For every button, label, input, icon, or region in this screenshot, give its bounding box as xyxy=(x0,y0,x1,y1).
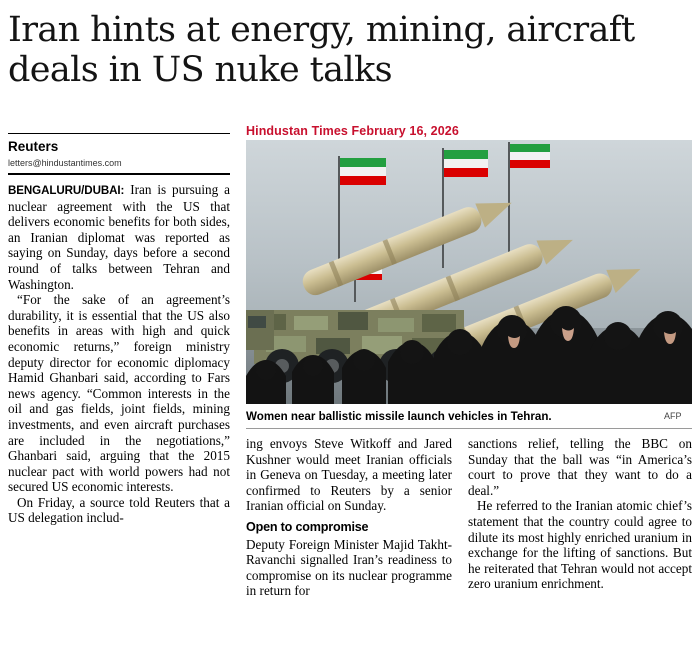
paragraph xyxy=(246,436,452,514)
body-column-1 xyxy=(8,182,230,526)
caption-divider xyxy=(246,428,692,429)
photo-illustration xyxy=(246,140,692,404)
photo-credit: AFP xyxy=(664,411,682,421)
paragraph-text: Deputy Foreign Minister Majid Takht-Ravanchi signalled Iran’s readiness to compromise on its nuclear programme in return for xyxy=(246,536,452,599)
byline-divider-top xyxy=(8,133,230,134)
paragraph xyxy=(8,495,230,526)
publication-dateline: Hindustan Times February 16, 2026 xyxy=(246,124,459,138)
paragraph xyxy=(8,182,230,292)
article-photo xyxy=(246,140,692,404)
section-subheading: Open to compromise xyxy=(246,519,369,534)
paragraph xyxy=(468,498,692,592)
paragraph-text: sanctions relief, telling the BBC on Sunday that the ball was “in America’s court to prove that they want to do a deal.” xyxy=(468,436,692,498)
paragraph-text: Iran is pursuing a nuclear agreement with the US that delivers economic benefits for both sides, an Iranian diplomat was reported as saying on Sunday, days before a second round of talks between Tehran and Washington. xyxy=(8,182,230,292)
page-title: Iran hints at energy, mining, aircraft deals in US nuke talks xyxy=(8,10,635,90)
byline-email: letters@hindustantimes.com xyxy=(8,158,122,168)
paragraph-text: “For the sake of an agreement’s durability, it is essential that the US also benefits in areas with high and quick economic returns,” foreign ministry deputy director for economic diplomacy Hamid Ghanbari said, according to Fars news agency. “Common interests in the oil and gas fields, joint fields, mining investments, and even aircraft purchases are included in the negotiations,” Ghanbari said, arguing that the 2015 nuclear pact with world powers had not secured US economic interests. xyxy=(8,292,230,495)
body-column-2 xyxy=(246,436,452,599)
paragraph-text: On Friday, a source told Reuters that a US delegation includ- xyxy=(8,494,230,526)
byline-divider-bottom xyxy=(8,173,230,175)
paragraph xyxy=(8,292,230,495)
photo-caption: Women near ballistic missile launch vehicles in Tehran. xyxy=(246,410,552,423)
paragraph-text: ing envoys Steve Witkoff and Jared Kushner would meet Iranian officials in Geneva on Tuesday, a meeting later confirmed to Reuters by a senior Iranian official on Sunday. xyxy=(246,436,452,514)
paragraph xyxy=(468,436,692,498)
body-column-3 xyxy=(468,436,692,592)
city-dateline: BENGALURU/DUBAI: xyxy=(8,184,125,197)
byline-author: Reuters xyxy=(8,139,59,154)
paragraph-text: He referred to the Iranian atomic chief’s statement that the country could agree to dilute its most highly enriched uranium in exchange for the lifting of sanctions. But he reiterated that Tehran would not accept zero uranium enrichment. xyxy=(468,498,692,592)
paragraph xyxy=(246,537,452,599)
